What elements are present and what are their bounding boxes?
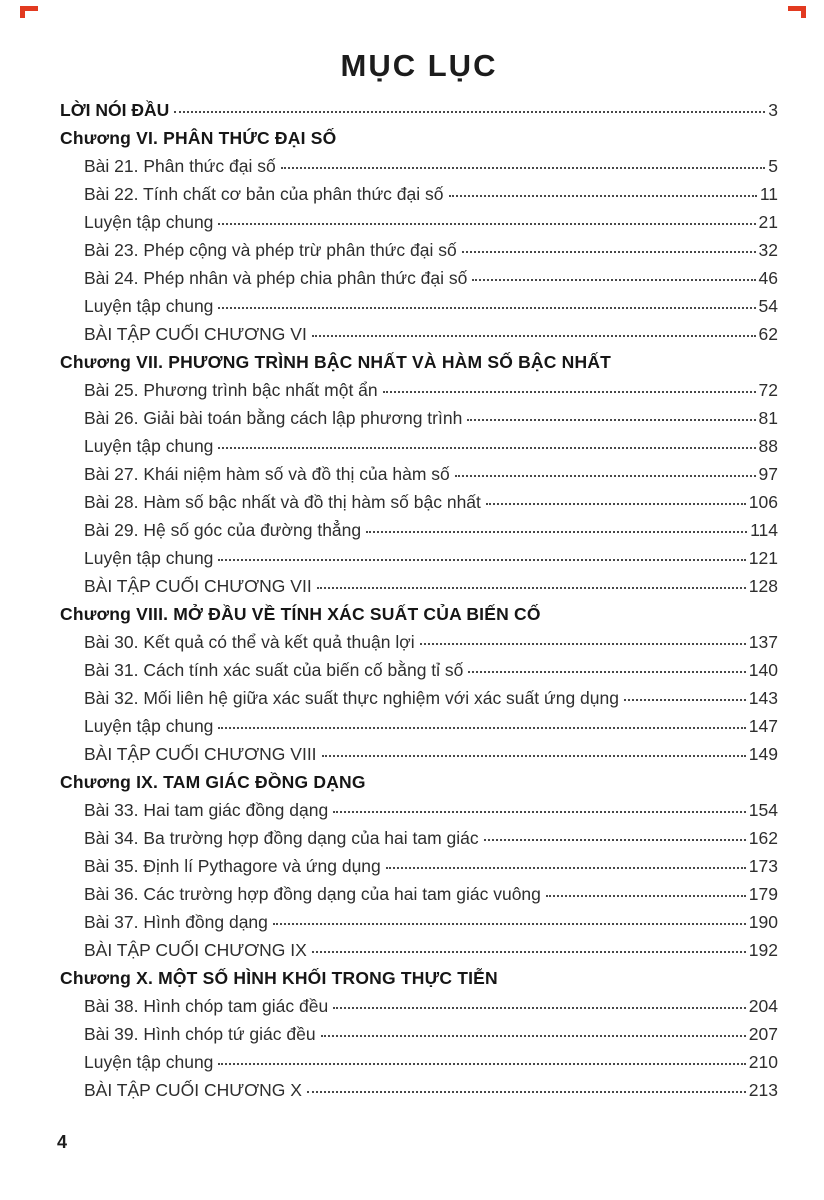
dot-leader bbox=[218, 1063, 745, 1065]
dot-leader bbox=[312, 335, 756, 337]
toc-entry bbox=[60, 376, 778, 404]
toc-entry-label: Bài 34. Ba trường hợp đồng dạng của hai tam giác bbox=[84, 828, 479, 848]
toc-entry-page-number: 147 bbox=[748, 716, 778, 736]
dot-leader bbox=[218, 447, 755, 449]
toc-entry-label: BÀI TẬP CUỐI CHƯƠNG VI bbox=[84, 324, 307, 344]
toc-entry-page-number: 32 bbox=[758, 240, 778, 260]
toc-entry-page-number: 11 bbox=[759, 184, 778, 204]
toc-entry-page-number: 97 bbox=[758, 464, 778, 484]
dot-leader bbox=[218, 727, 745, 729]
toc-entry-label: Chương IX. TAM GIÁC ĐỒNG DẠNG bbox=[60, 772, 366, 792]
dot-leader bbox=[322, 755, 746, 757]
toc-entry bbox=[60, 236, 778, 264]
toc-entry-page-number: 114 bbox=[750, 520, 778, 540]
dot-leader bbox=[546, 895, 746, 897]
crop-mark-top-right bbox=[788, 6, 806, 18]
toc-entry-page-number: 3 bbox=[768, 100, 778, 120]
dot-leader bbox=[472, 279, 755, 281]
toc-entry-page-number: 213 bbox=[748, 1080, 778, 1100]
toc-entry bbox=[60, 880, 778, 908]
toc-entry-page-number: 46 bbox=[758, 268, 778, 288]
toc-entry-label: Bài 29. Hệ số góc của đường thẳng bbox=[84, 520, 362, 540]
toc-entry bbox=[60, 740, 778, 768]
toc-entry-page-number: 210 bbox=[748, 1052, 778, 1072]
toc-entry bbox=[60, 656, 778, 684]
toc-entry-label: Bài 39. Hình chóp tứ giác đều bbox=[84, 1024, 316, 1044]
dot-leader bbox=[486, 503, 746, 505]
dot-leader bbox=[333, 811, 746, 813]
toc-entry-page-number: 192 bbox=[748, 940, 778, 960]
toc-chapter-heading bbox=[60, 124, 778, 152]
toc-entry bbox=[60, 628, 778, 656]
toc-entry-page-number: 106 bbox=[748, 492, 778, 512]
dot-leader bbox=[468, 671, 745, 673]
toc-entry bbox=[60, 936, 778, 964]
toc-entry bbox=[60, 96, 778, 124]
toc-entry-label: Bài 33. Hai tam giác đồng dạng bbox=[84, 800, 329, 820]
dot-leader bbox=[218, 307, 755, 309]
dot-leader bbox=[386, 867, 746, 869]
toc-entry-label: Bài 27. Khái niệm hàm số và đồ thị của hàm số bbox=[84, 464, 450, 484]
toc-entry-label: Chương X. MỘT SỐ HÌNH KHỐI TRONG THỰC TIỄN bbox=[60, 968, 498, 988]
toc-entry bbox=[60, 824, 778, 852]
toc-chapter-heading bbox=[60, 600, 778, 628]
toc-entry bbox=[60, 908, 778, 936]
dot-leader bbox=[312, 951, 746, 953]
dot-leader bbox=[484, 839, 746, 841]
toc-entry-label: Luyện tập chung bbox=[84, 212, 214, 232]
toc-entry-label: Bài 23. Phép cộng và phép trừ phân thức đại số bbox=[84, 240, 457, 260]
toc-list bbox=[60, 96, 778, 1104]
toc-entry-label: Bài 22. Tính chất cơ bản của phân thức đại số bbox=[84, 184, 444, 204]
toc-entry-label: Bài 26. Giải bài toán bằng cách lập phương trình bbox=[84, 408, 463, 428]
toc-entry-label: Chương VII. PHƯƠNG TRÌNH BẬC NHẤT VÀ HÀM SỐ BẬC NHẤT bbox=[60, 352, 612, 372]
toc-entry-label: Bài 31. Cách tính xác suất của biến cố bằng tỉ số bbox=[84, 660, 464, 680]
page-number-folio: 4 bbox=[57, 1132, 68, 1152]
toc-entry-page-number: 128 bbox=[748, 576, 778, 596]
toc-chapter-heading bbox=[60, 964, 778, 992]
toc-entry-page-number: 143 bbox=[748, 688, 778, 708]
dot-leader bbox=[462, 251, 756, 253]
toc-entry-page-number: 207 bbox=[748, 1024, 778, 1044]
toc-entry bbox=[60, 264, 778, 292]
toc-entry-label: Bài 35. Định lí Pythagore và ứng dụng bbox=[84, 856, 381, 876]
toc-entry bbox=[60, 292, 778, 320]
dot-leader bbox=[420, 643, 746, 645]
toc-entry-label: Bài 38. Hình chóp tam giác đều bbox=[84, 996, 329, 1016]
toc-entry-page-number: 62 bbox=[758, 324, 778, 344]
toc-entry-label: Bài 32. Mối liên hệ giữa xác suất thực nghiệm với xác suất ứng dụng bbox=[84, 688, 619, 708]
toc-entry bbox=[60, 460, 778, 488]
toc-entry bbox=[60, 572, 778, 600]
toc-entry bbox=[60, 320, 778, 348]
toc-entry-page-number: 154 bbox=[748, 800, 778, 820]
toc-entry-page-number: 54 bbox=[758, 296, 778, 316]
toc-entry-label: Bài 24. Phép nhân và phép chia phân thức đại số bbox=[84, 268, 468, 288]
toc-entry-label: Luyện tập chung bbox=[84, 436, 214, 456]
page-title: MỤC LỤC bbox=[340, 48, 498, 83]
toc-entry-label: Bài 37. Hình đồng dạng bbox=[84, 912, 268, 932]
toc-entry bbox=[60, 516, 778, 544]
toc-entry bbox=[60, 404, 778, 432]
toc-entry bbox=[60, 1076, 778, 1104]
toc-entry-page-number: 204 bbox=[748, 996, 778, 1016]
toc-entry bbox=[60, 684, 778, 712]
toc-entry-page-number: 173 bbox=[748, 856, 778, 876]
toc-entry-label: Chương VIII. MỞ ĐẦU VỀ TÍNH XÁC SUẤT CỦA BIẾN CỐ bbox=[60, 604, 541, 624]
toc-entry-page-number: 179 bbox=[748, 884, 778, 904]
toc-entry bbox=[60, 712, 778, 740]
toc-entry-label: Luyện tập chung bbox=[84, 1052, 214, 1072]
toc-entry-page-number: 72 bbox=[758, 380, 778, 400]
toc-entry-page-number: 140 bbox=[748, 660, 778, 680]
toc-entry-page-number: 5 bbox=[768, 156, 778, 176]
toc-entry-label: Luyện tập chung bbox=[84, 296, 214, 316]
dot-leader bbox=[218, 559, 745, 561]
toc-entry-label: BÀI TẬP CUỐI CHƯƠNG X bbox=[84, 1080, 302, 1100]
toc-entry-label: Bài 30. Kết quả có thể và kết quả thuận lợi bbox=[84, 632, 415, 652]
dot-leader bbox=[467, 419, 755, 421]
toc-entry-page-number: 88 bbox=[758, 436, 778, 456]
dot-leader bbox=[281, 167, 766, 169]
toc-chapter-heading bbox=[60, 348, 778, 376]
toc-entry-label: BÀI TẬP CUỐI CHƯƠNG VII bbox=[84, 576, 312, 596]
toc-entry-label: Bài 36. Các trường hợp đồng dạng của hai tam giác vuông bbox=[84, 884, 541, 904]
toc-entry-page-number: 121 bbox=[748, 548, 778, 568]
dot-leader bbox=[624, 699, 746, 701]
toc-entry-label: Luyện tập chung bbox=[84, 716, 214, 736]
dot-leader bbox=[218, 223, 755, 225]
toc-entry-label: Bài 28. Hàm số bậc nhất và đồ thị hàm số bậc nhất bbox=[84, 492, 481, 512]
toc-entry bbox=[60, 796, 778, 824]
dot-leader bbox=[366, 531, 747, 533]
dot-leader bbox=[273, 923, 746, 925]
toc-entry-label: Luyện tập chung bbox=[84, 548, 214, 568]
toc-entry-label: Bài 21. Phân thức đại số bbox=[84, 156, 276, 176]
toc-entry-page-number: 137 bbox=[748, 632, 778, 652]
toc-entry bbox=[60, 1020, 778, 1048]
toc-entry bbox=[60, 180, 778, 208]
dot-leader bbox=[383, 391, 756, 393]
toc-entry bbox=[60, 1048, 778, 1076]
toc-entry-page-number: 149 bbox=[748, 744, 778, 764]
toc-entry-label: Chương VI. PHÂN THỨC ĐẠI SỐ bbox=[60, 128, 337, 148]
dot-leader bbox=[455, 475, 756, 477]
toc-entry-page-number: 21 bbox=[758, 212, 778, 232]
dot-leader bbox=[449, 195, 757, 197]
toc-entry-page-number: 81 bbox=[758, 408, 778, 428]
toc-entry bbox=[60, 152, 778, 180]
toc-entry bbox=[60, 544, 778, 572]
toc-entry-label: LỜI NÓI ĐẦU bbox=[60, 100, 170, 120]
toc-entry-label: BÀI TẬP CUỐI CHƯƠNG IX bbox=[84, 940, 307, 960]
toc-entry-label: BÀI TẬP CUỐI CHƯƠNG VIII bbox=[84, 744, 317, 764]
dot-leader bbox=[307, 1091, 746, 1093]
toc-entry-label: Bài 25. Phương trình bậc nhất một ẩn bbox=[84, 380, 378, 400]
toc-entry bbox=[60, 488, 778, 516]
dot-leader bbox=[333, 1007, 746, 1009]
dot-leader bbox=[321, 1035, 746, 1037]
toc-entry bbox=[60, 992, 778, 1020]
toc-entry bbox=[60, 432, 778, 460]
dot-leader bbox=[174, 111, 765, 113]
toc-entry bbox=[60, 208, 778, 236]
toc-entry-page-number: 162 bbox=[748, 828, 778, 848]
dot-leader bbox=[317, 587, 746, 589]
toc-entry-page-number: 190 bbox=[748, 912, 778, 932]
toc-chapter-heading bbox=[60, 768, 778, 796]
crop-mark-top-left bbox=[20, 6, 38, 18]
toc-entry bbox=[60, 852, 778, 880]
